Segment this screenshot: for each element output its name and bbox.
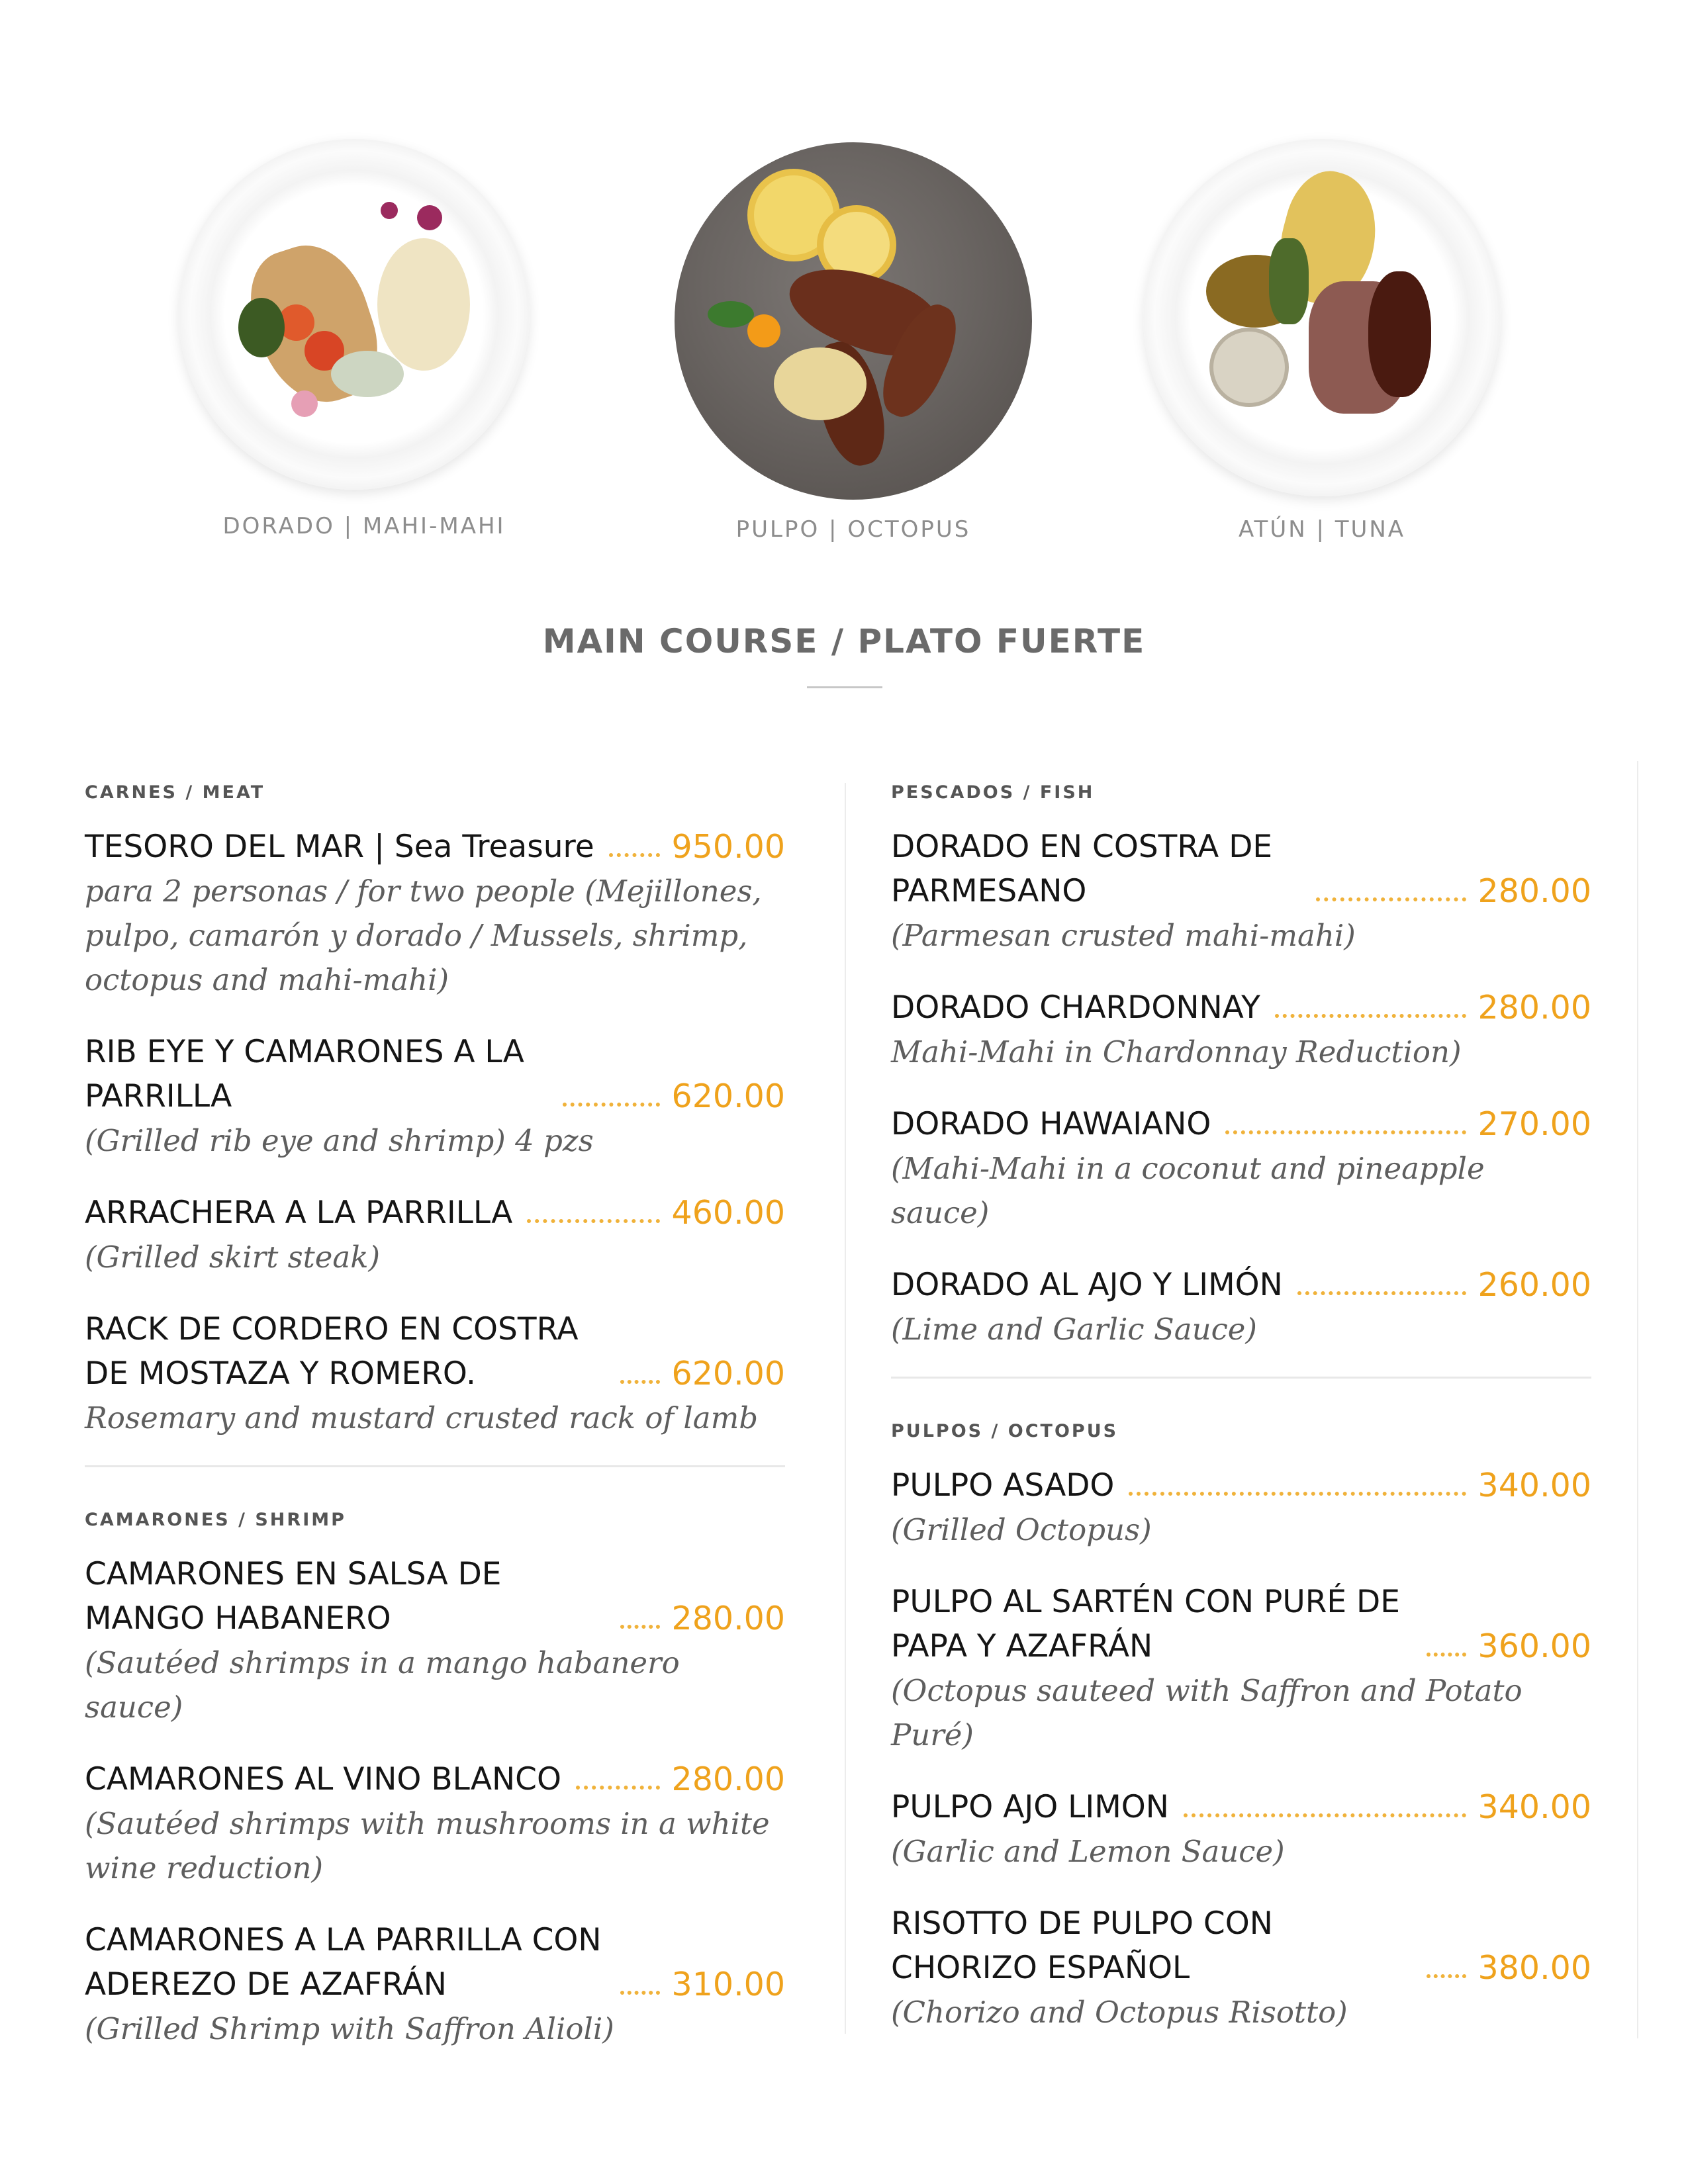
menu-item: [891, 825, 1591, 958]
right-edge-line: [1637, 761, 1638, 2038]
page-title: MAIN COURSE / PLATO FUERTE: [542, 622, 1146, 660]
item-price: 460.00: [671, 1194, 785, 1232]
item-description: (Mahi-Mahi in a coconut and pineapple sauce): [891, 1151, 1485, 1230]
item-name: PULPO AL SARTÉN CON PURÉ DE PAPA Y AZAFRÁN: [891, 1584, 1400, 1664]
section-shrimp: [85, 1508, 785, 2051]
item-description: (Octopus sauteed with Saffron and Potato Puré): [891, 1673, 1523, 1752]
item-description: (Grilled rib eye and shrimp) 4 pzs: [85, 1123, 594, 1158]
item-price: 620.00: [671, 1077, 785, 1115]
menu-item: [85, 1191, 785, 1279]
item-name: PULPO ASADO: [891, 1467, 1115, 1504]
item-description: (Lime and Garlic Sauce): [891, 1312, 1257, 1347]
item-price: 340.00: [1477, 1467, 1591, 1504]
menu-item: [85, 1552, 785, 1729]
item-description: Mahi-Mahi in Chardonnay Reduction): [891, 1034, 1462, 1069]
leader-dots: [1129, 1492, 1466, 1496]
menu-item: [85, 1918, 785, 2051]
item-price: 280.00: [1477, 872, 1591, 910]
item-price: 280.00: [671, 1600, 785, 1637]
leader-dots: [1427, 1653, 1466, 1657]
item-price: 380.00: [1477, 1949, 1591, 1987]
item-name: ARRACHERA A LA PARRILLA: [85, 1195, 513, 1231]
menu-item: [85, 1757, 785, 1890]
item-description: (Parmesan crusted mahi-mahi): [891, 918, 1356, 953]
item-name: TESORO DEL MAR | Sea Treasure: [85, 829, 594, 865]
item-name: RACK DE CORDERO EN COSTRA DE MOSTAZA Y ROMERO.: [85, 1311, 579, 1392]
item-price: 260.00: [1477, 1266, 1591, 1304]
item-price: 360.00: [1477, 1627, 1591, 1665]
leader-dots: [527, 1219, 659, 1223]
section-label: CAMARONES / SHRIMP: [85, 1510, 346, 1530]
item-description: (Grilled skirt steak): [85, 1240, 381, 1275]
section-separator: [891, 1377, 1591, 1379]
leader-dots: [1297, 1291, 1466, 1295]
title-divider: [807, 686, 882, 688]
menu-item: [891, 1901, 1591, 2034]
leader-dots: [563, 1103, 660, 1107]
leader-dots: [1427, 1974, 1466, 1978]
item-description: para 2 personas / for two people (Mejillones, pulpo, camarón y dorado / Mussels, shrimp, octopus and mahi-mahi): [85, 874, 762, 997]
dish-caption: ATÚN | TUNA: [1238, 516, 1406, 543]
leader-dots: [620, 1380, 660, 1384]
item-description: (Chorizo and Octopus Risotto): [891, 1995, 1348, 2030]
leader-dots: [1316, 897, 1466, 901]
leader-dots: [620, 1991, 660, 1995]
leader-dots: [620, 1625, 660, 1629]
dish-caption: PULPO | OCTOPUS: [735, 516, 971, 543]
menu-item: [891, 1580, 1591, 1757]
section-fish: [891, 781, 1591, 1351]
section-label: PESCADOS / FISH: [891, 782, 1095, 803]
menu-item: [891, 1463, 1591, 1552]
atun-plate-image: [1143, 139, 1501, 496]
item-description: (Sautéed shrimps with mushrooms in a white wine reduction): [85, 1806, 770, 1886]
item-name: DORADO HAWAIANO: [891, 1106, 1211, 1142]
leader-dots: [1225, 1130, 1466, 1134]
item-price: 310.00: [671, 1966, 785, 2003]
item-price: 280.00: [671, 1760, 785, 1798]
column-divider: [845, 783, 846, 2034]
item-price: 270.00: [1477, 1105, 1591, 1143]
menu-item: [891, 1102, 1591, 1235]
item-name: CAMARONES EN SALSA DE MANGO HABANERO: [85, 1556, 502, 1637]
right-column: [891, 781, 1591, 2034]
menu-item: [891, 1263, 1591, 1351]
leader-dots: [1184, 1813, 1466, 1817]
section-meat: [85, 781, 785, 1440]
item-description: (Grilled Octopus): [891, 1512, 1152, 1547]
item-name: PULPO AJO LIMON: [891, 1789, 1169, 1825]
section-label: CARNES / MEAT: [85, 782, 265, 803]
item-name: CAMARONES AL VINO BLANCO: [85, 1761, 561, 1797]
item-price: 950.00: [671, 828, 785, 866]
item-price: 340.00: [1477, 1788, 1591, 1826]
item-name: RISOTTO DE PULPO CON CHORIZO ESPAÑOL: [891, 1905, 1273, 1986]
menu-item: [85, 1030, 785, 1163]
item-description: (Sautéed shrimps in a mango habanero sauce): [85, 1645, 680, 1725]
pulpo-plate-image: [675, 142, 1032, 500]
menu-item: [891, 985, 1591, 1074]
menu-item: [85, 825, 785, 1002]
section-octopus: [891, 1420, 1591, 2034]
section-label: PULPOS / OCTOPUS: [891, 1421, 1119, 1441]
item-name: DORADO CHARDONNAY: [891, 989, 1260, 1026]
left-column: [85, 781, 785, 2051]
leader-dots: [609, 853, 660, 857]
leader-dots: [576, 1786, 660, 1790]
item-name: CAMARONES A LA PARRILLA CON ADEREZO DE AZAFRÁN: [85, 1922, 602, 2003]
dorado-plate-image: [179, 139, 530, 490]
item-description: Rosemary and mustard crusted rack of lamb: [85, 1400, 759, 1435]
section-separator: [85, 1465, 785, 1467]
menu-item: [85, 1307, 785, 1440]
dish-caption: DORADO | MAHI-MAHI: [222, 513, 506, 539]
item-price: 620.00: [671, 1355, 785, 1392]
item-name: DORADO AL AJO Y LIMÓN: [891, 1267, 1283, 1303]
menu-item: [891, 1785, 1591, 1874]
leader-dots: [1275, 1014, 1466, 1018]
item-name: RIB EYE Y CAMARONES A LA PARRILLA: [85, 1034, 524, 1115]
item-price: 280.00: [1477, 989, 1591, 1026]
item-description: (Grilled Shrimp with Saffron Alioli): [85, 2011, 614, 2046]
item-description: (Garlic and Lemon Sauce): [891, 1834, 1285, 1869]
item-name: DORADO EN COSTRA DE PARMESANO: [891, 829, 1273, 909]
